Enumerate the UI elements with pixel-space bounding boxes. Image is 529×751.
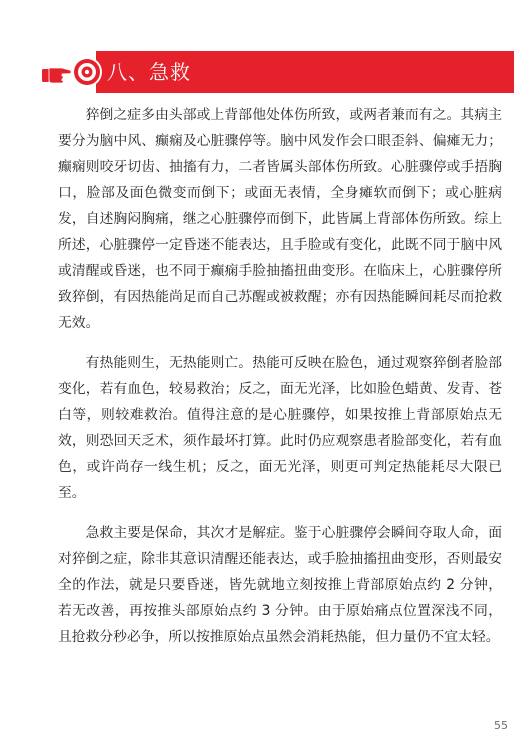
article-body (58, 102, 502, 650)
pointing-hand-target-icon (40, 52, 102, 92)
paragraph-1: 猝倒之症多由头部或上背部他处体伤所致，或两者兼而有之。其病主要分为脑中风、癫痫及心脏骤停等。脑中风发作会口眼歪斜、偏瘫无力；癫痫则咬牙切齿、抽搐有力，二者皆属头部体伤所致。心脏骤停或手捂胸口，脸部及面色微变而倒下；或面无表情，全身瘫软而倒下；或心脏病发，自述胸闷胸痛，继之心脏骤停而倒下，此皆属上背部体伤所致。综上所述，心脏骤停一定昏迷不能表达，且手脸或有变化，此既不同于脑中风或清醒或昏迷，也不同于癫痫手脸抽搐扭曲变形。在临床上，心脏骤停所致猝倒，有因热能尚足而自己苏醒或被救醒；亦有因热能瞬间耗尽而抢救无效。 (58, 107, 502, 331)
section-title: 八、急救 (107, 60, 191, 84)
page-number: 55 (494, 719, 508, 732)
paragraph-2: 有热能则生，无热能则亡。热能可反映在脸色，通过观察猝倒者脸部变化，若有血色，较易救治；反之，面无光泽，比如脸色蜡黄、发青、苍白等，则较难救治。值得注意的是心脏骤停，如果按推上背部原始点无效，则恐回天乏术，须作最坏打算。此时仍应观察患者脸部变化，若有血色，或许尚存一线生机；反之，面无光泽，则更可判定热能耗尽大限已至。 (58, 355, 502, 501)
paragraph-3: 急救主要是保命，其次才是解症。鉴于心脏骤停会瞬间夺取人命，面对猝倒之症，除非其意识清醒还能表达，或手脸抽搐扭曲变形，否则最安全的作法，就是只要昏迷，皆先就地立刻按推上背部原始点约 2 分钟，若无改善，再按推头部原始点约 3 分钟。由于原始痛点位置深浅不同，且抢救分秒必争，所以按推原始点虽然会消耗热能，但力量仍不宜太轻。 (58, 525, 502, 645)
